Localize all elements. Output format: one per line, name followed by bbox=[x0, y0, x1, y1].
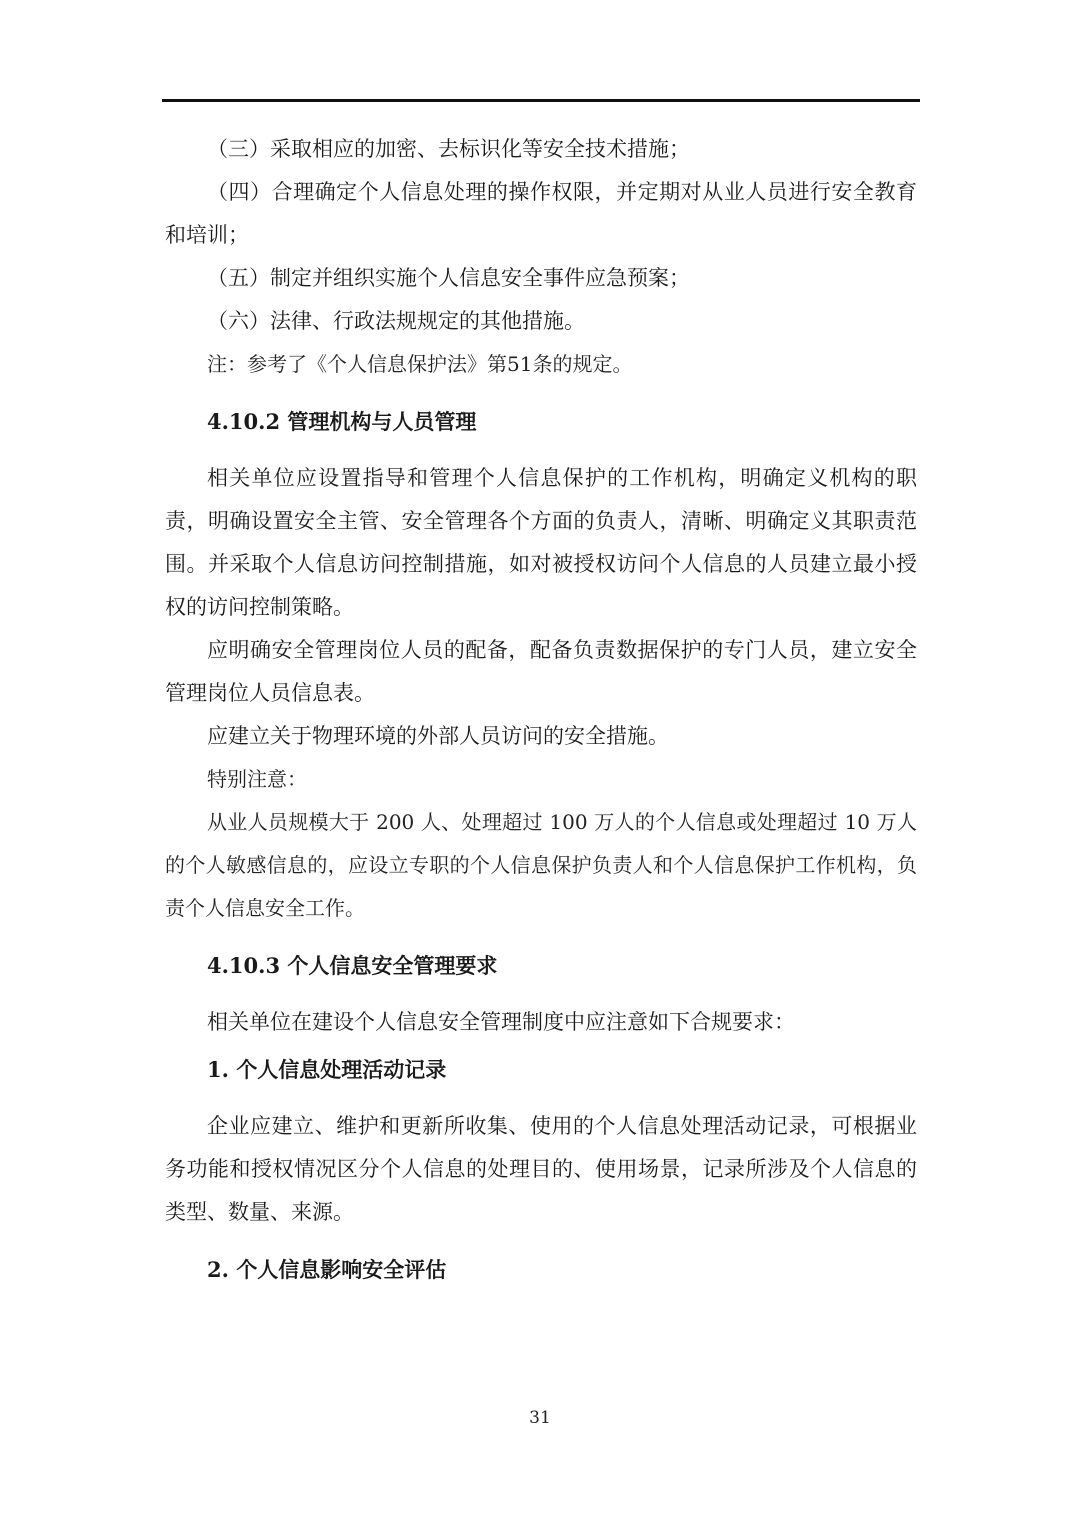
list-item-6: （六）法律、行政法规规定的其他措施。 bbox=[207, 309, 585, 333]
page-number: 31 bbox=[529, 1408, 551, 1428]
paragraph: 应明确安全管理岗位人员的配备，配备负责数据保护的专门人员，建立安全管理岗位人员信息表。 bbox=[165, 638, 917, 705]
item-2-heading: 2. 个人信息影响安全评估 bbox=[207, 1257, 447, 1282]
list-item-4: （四）合理确定个人信息处理的操作权限，并定期对从业人员进行安全教育和培训； bbox=[165, 180, 917, 247]
section-intro: 相关单位在建设个人信息安全管理制度中应注意如下合规要求： bbox=[207, 1010, 795, 1034]
paragraph: 应建立关于物理环境的外部人员访问的安全措施。 bbox=[207, 724, 669, 748]
page-body bbox=[165, 128, 917, 1291]
list-item-3: （三）采取相应的加密、去标识化等安全技术措施； bbox=[207, 137, 690, 161]
item-1-text: 企业应建立、维护和更新所收集、使用的个人信息处理活动记录，可根据业务功能和授权情况区分个人信息的处理目的、使用场景，记录所涉及个人信息的类型、数量、来源。 bbox=[165, 1114, 917, 1224]
item-1-heading: 1. 个人信息处理活动记录 bbox=[207, 1057, 447, 1082]
reference-note: 注：参考了《个人信息保护法》第51条的规定。 bbox=[207, 352, 633, 376]
section-heading-4-10-3: 4.10.3 个人信息安全管理要求 bbox=[207, 953, 498, 978]
list-item-5: （五）制定并组织实施个人信息安全事件应急预案； bbox=[207, 266, 690, 290]
paragraph: 相关单位应设置指导和管理个人信息保护的工作机构，明确定义机构的职责，明确设置安全主管、安全管理各个方面的负责人，清晰、明确定义其职责范围。并采取个人信息访问控制措施，如对被授权访问个人信息的人员建立最小授权的访问控制策略。 bbox=[165, 466, 917, 619]
special-note-text: 从业人员规模大于 200 人、处理超过 100 万人的个人信息或处理超过 10 万人的个人敏感信息的，应设立专职的个人信息保护负责人和个人信息保护工作机构，负责个人信息安全工作。 bbox=[165, 810, 917, 920]
special-note-label: 特别注意： bbox=[207, 767, 307, 791]
section-heading-4-10-2: 4.10.2 管理机构与人员管理 bbox=[207, 409, 477, 434]
header-rule bbox=[162, 99, 920, 102]
